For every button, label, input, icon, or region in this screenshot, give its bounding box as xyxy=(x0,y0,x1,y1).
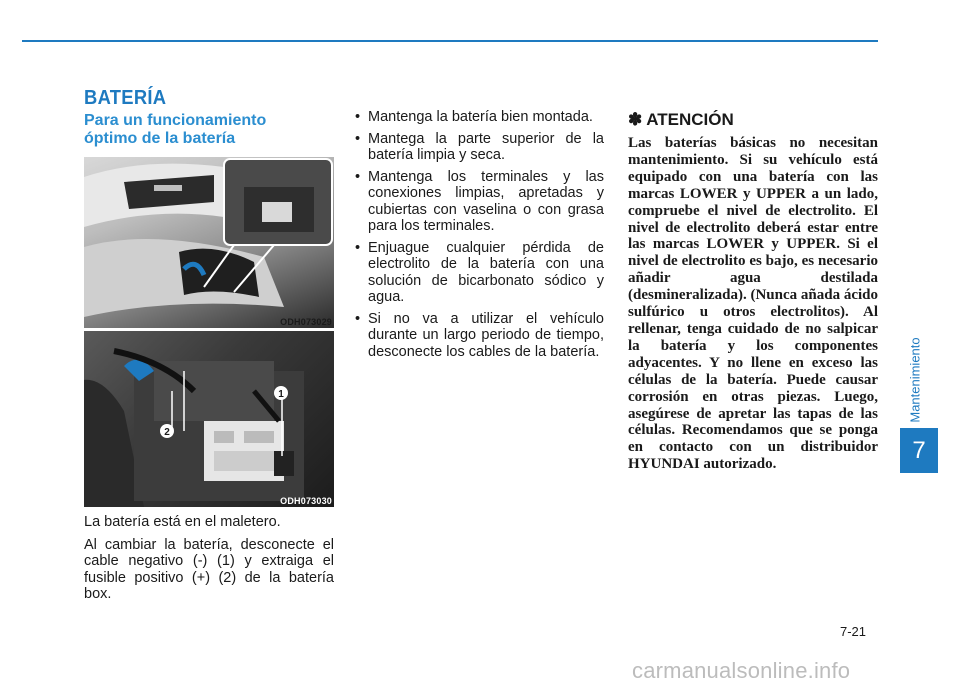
page-number: 7-21 xyxy=(840,624,867,639)
body-paragraph: Al cambiar la batería, desconecte el cable negativo (-) (1) y extraiga el fusible positivo (+) (2) de la batería box. xyxy=(84,536,334,602)
callout-2: 2 xyxy=(164,427,170,438)
subheading-line-1: Para un funcionamiento xyxy=(84,112,267,129)
section-title: BATERÍA xyxy=(84,87,167,109)
caution-title xyxy=(628,110,734,130)
top-rule xyxy=(22,40,878,42)
chapter-tab xyxy=(900,428,938,473)
bullet-item: • Mantenga la batería bien montada. xyxy=(355,109,604,126)
bullet-item: • Enjuague cualquier pérdida de electrolito de la batería con una solución de bicarbonato sódico y agua. xyxy=(355,240,604,306)
trunk-illustration xyxy=(84,157,334,328)
bullet-item: • Si no va a utilizar el vehículo durante un largo periodo de tiempo, desconecte los cables de la batería. xyxy=(355,311,604,361)
subheading xyxy=(84,112,334,148)
trunk-photo xyxy=(84,157,334,328)
figure-caption: ODH073030 xyxy=(280,496,332,506)
left-body-text xyxy=(84,514,334,609)
battery-illustration xyxy=(84,331,334,507)
bullet-item: • Mantenga los terminales y las conexiones limpias, apretadas y cubiertas con vaselina o con grasa para los terminales. xyxy=(355,169,604,235)
caution-mark-icon: ✽ xyxy=(628,110,643,129)
figure-caption: ODH073029 xyxy=(280,317,332,327)
battery-photo xyxy=(84,331,334,507)
subheading-line-2: óptimo de la batería xyxy=(84,130,236,147)
body-paragraph: La batería está en el maletero. xyxy=(84,514,281,530)
watermark: carmanualsonline.info xyxy=(632,658,851,683)
chapter-side-label-text: Mantenimiento xyxy=(907,337,923,423)
callout-1: 1 xyxy=(278,389,284,400)
caution-title-text: ATENCIÓN xyxy=(646,110,734,129)
bullet-item: • Mantega la parte superior de la batería limpia y seca. xyxy=(355,131,604,164)
chapter-number: 7 xyxy=(912,436,926,464)
caution-body: Las baterías básicas no necesitan mantenimiento. Si su vehículo está equipado con una batería con las marcas LOWER y UPPER a un lado, compruebe el nivel de electrolito. El nivel de electrolito deberá estar entre las marcas LOWER y UPPER. Si el nivel de electrolito es bajo, es necesario añadir agua destilada (desmineralizada). (Nunca añada ácido sulfúrico u otros electrolitos). Al rellenar, tenga cuidado de no salpicar la batería y los componentes adyacentes. Y no llene en exceso las células de la batería. Puede causar corrosión en otras piezas. Luego, asegúrese de apretar las tapas de las células. Recomendamos que se ponga en contacto con un distribuidor HYUNDAI autorizado. xyxy=(628,135,879,473)
chapter-side-label xyxy=(900,330,930,430)
maintenance-bullets xyxy=(355,109,604,365)
